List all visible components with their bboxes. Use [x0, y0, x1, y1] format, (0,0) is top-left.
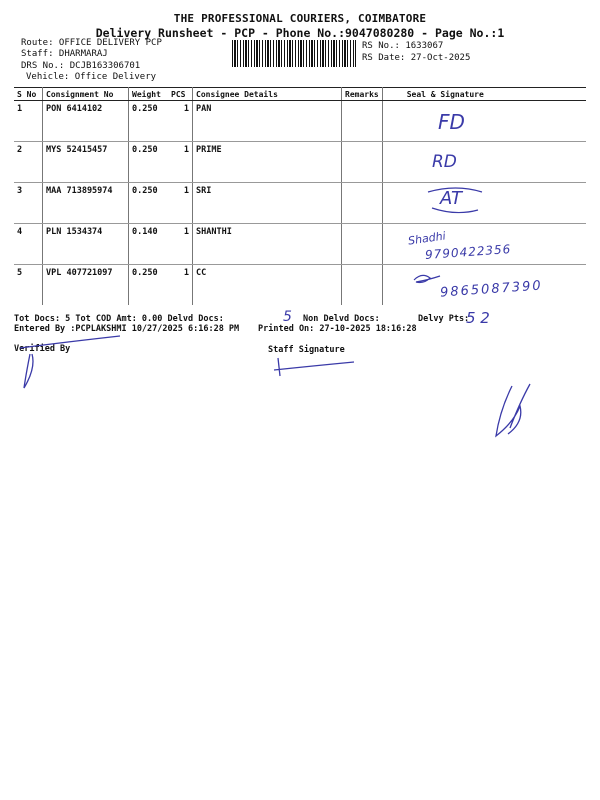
cell-remarks: [342, 265, 383, 306]
col-pcs: PCS: [168, 88, 193, 101]
cell-remarks: [342, 183, 383, 224]
signature-row-5-phone: 9865087390: [439, 278, 544, 301]
entered-by: Entered By :PCPLAKSHMI 10/27/2025 6:16:28 PM: [14, 324, 240, 334]
handwritten-delivery-points: 5 2: [466, 309, 490, 327]
cell-sno: 4: [14, 224, 43, 265]
vehicle-label: Vehicle: Office Delivery: [26, 72, 157, 82]
cell-pcs: 1: [168, 183, 193, 224]
cell-weight: 0.250: [129, 101, 169, 142]
barcode-image: [232, 40, 356, 67]
staff-signature-mark: [272, 356, 362, 380]
cell-weight: 0.250: [129, 183, 169, 224]
signature-row-3-box: [426, 186, 486, 216]
cell-consignment: MYS 52415457: [43, 142, 129, 183]
non-delivered-label: Non Delvd Docs:: [303, 314, 380, 324]
table-row: [14, 183, 586, 224]
totals-line: Tot Docs: 5 Tot COD Amt: 0.00 Delvd Docs:: [14, 314, 224, 324]
cell-pcs: 1: [168, 142, 193, 183]
cell-consignee: CC: [193, 265, 342, 306]
col-remarks: Remarks: [342, 88, 383, 101]
col-consignment: Consignment No: [43, 88, 129, 101]
cell-seal: [382, 101, 586, 142]
handwritten-delvd-count: 5: [283, 309, 292, 325]
cell-consignment: MAA 713895974: [43, 183, 129, 224]
runsheet-subtitle: Delivery Runsheet - PCP - Phone No.:9047080280 - Page No.:1: [95, 26, 505, 40]
company-title: THE PROFESSIONAL COURIERS, COIMBATORE: [173, 12, 427, 25]
table-row: [14, 101, 586, 142]
route-label: Route: OFFICE DELIVERY PCP: [21, 38, 162, 48]
signature-row-1: FD: [438, 110, 465, 134]
col-sno: S No: [14, 88, 43, 101]
cell-remarks: [342, 101, 383, 142]
runsheet-table: [14, 87, 586, 305]
rs-date: RS Date: 27-Oct-2025: [362, 53, 471, 63]
cell-remarks: [342, 142, 383, 183]
delivery-points-label: Delvy Pts:: [418, 314, 470, 324]
cell-pcs: 1: [168, 224, 193, 265]
verified-by-label: Verified By: [14, 344, 71, 354]
cell-consignee: SHANTHI: [193, 224, 342, 265]
cell-consignment: PON 6414102: [43, 101, 129, 142]
signature-row-4-phone: 9790422356: [424, 242, 512, 262]
cell-sno: 1: [14, 101, 43, 142]
cell-remarks: [342, 224, 383, 265]
table-header-row: [14, 88, 586, 101]
col-consignee: Consignee Details: [193, 88, 342, 101]
cell-weight: 0.250: [132, 268, 158, 278]
cell-pcs: 1: [168, 101, 193, 142]
cell-sno: 5: [14, 265, 43, 306]
table-row: [14, 142, 586, 183]
drs-number: DRS No.: DCJB163306701: [21, 61, 141, 71]
staff-label: Staff: DHARMARAJ: [21, 49, 108, 59]
printed-on: Printed On: 27-10-2025 18:16:28: [258, 324, 417, 334]
cell-sno: 2: [14, 142, 43, 183]
cell-consignee: PRIME: [193, 142, 342, 183]
cell-consignment: VPL 407721097: [43, 265, 129, 306]
col-weight: Weight: [129, 88, 169, 101]
signature-row-5-scribble: [412, 272, 442, 286]
cell-consignee: PAN: [193, 101, 342, 142]
cell-sno: 3: [14, 183, 43, 224]
cell-pcs: 1: [168, 265, 193, 306]
cell-consignee: SRI: [193, 183, 342, 224]
margin-signature: [490, 382, 550, 442]
cell-weight: 0.140: [129, 224, 169, 265]
verified-by-signature: [16, 334, 126, 394]
signature-row-3: AT: [440, 188, 462, 209]
col-seal: Seal & Signature: [382, 88, 586, 101]
cell-consignment: PLN 1534374: [43, 224, 129, 265]
signature-row-4-name: Shadhi: [407, 229, 447, 248]
cell-seal: [382, 142, 586, 183]
signature-row-2: RD: [432, 152, 457, 172]
staff-signature-label: Staff Signature: [268, 345, 345, 355]
rs-number: RS No.: 1633067: [362, 41, 444, 51]
cell-weight: 0.250: [129, 142, 169, 183]
